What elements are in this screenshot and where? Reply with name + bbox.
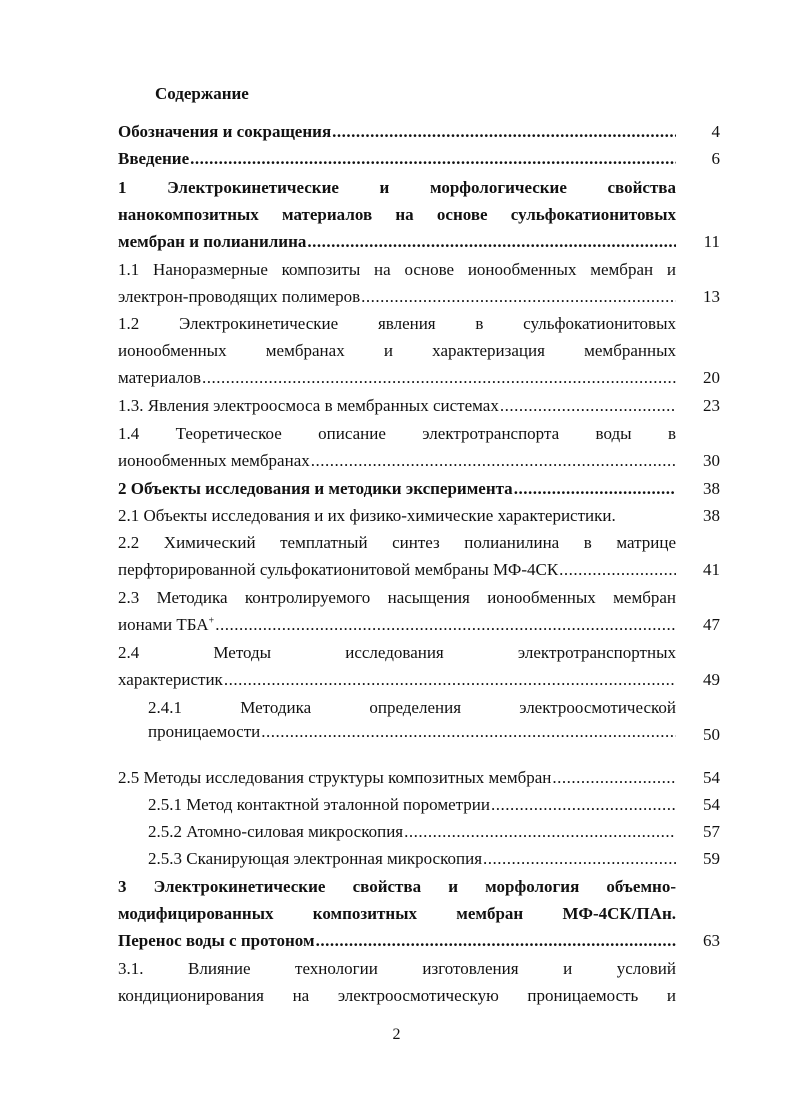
toc-page: 59 [703,849,720,868]
toc-dots [316,931,676,951]
toc-dots [332,122,676,142]
toc-dots [224,670,676,690]
toc-page: 50 [703,725,720,744]
toc-page: 63 [703,931,720,950]
toc-dots [552,768,676,788]
toc-entry [118,588,720,642]
toc-page: 23 [703,396,720,415]
toc-entry-text: Обозначения и сокращения [118,122,332,141]
toc-entry-line: 1.1 Наноразмерные композиты на основе ионообменных мембран и [118,260,676,279]
toc-page: 13 [703,287,720,306]
toc-dots [215,615,676,635]
toc-page: 20 [703,368,720,387]
toc-page: 54 [703,795,720,814]
toc-dots [483,849,676,869]
toc-entry-line: 2.3 Методика контролируемого насыщения ионообменных мембран [118,588,676,607]
toc-entry-line: 2.4 Методы исследования электротранспортных [118,643,676,662]
toc-page: 38 [703,506,720,525]
toc-entry [118,506,720,533]
toc-entry-text-main: ионами ТБА [118,615,209,634]
superscript: + [208,615,215,627]
toc-page: 38 [703,479,720,498]
toc-entry [118,260,720,314]
toc-page: 6 [711,149,720,168]
toc-page: 11 [703,232,720,251]
toc-entry-text: мембран и полианилина [118,232,307,251]
toc-entry-text: перфторированной сульфокатионитовой мембраны МФ-4СК [118,560,559,579]
toc-dots [202,368,676,388]
toc-entry-line: кондиционирования на электроосмотическую проницаемость и [118,986,676,1005]
toc-entry [118,877,720,958]
toc-entry-text: 1.3. Явления электроосмоса в мембранных системах [118,396,499,415]
toc-page: 41 [703,560,720,579]
toc-page: 54 [703,768,720,787]
toc-dots [514,479,676,499]
toc-dots [307,232,676,252]
toc-entry-line: нанокомпозитных материалов на основе сульфокатионитовых [118,205,676,224]
toc-entry-text: 2.5.2 Атомно-силовая микроскопия [148,822,404,841]
toc-entry-text: 2.5 Методы исследования структуры композитных мембран [118,768,552,787]
toc-entry-line: 1 Электрокинетические и морфологические свойства [118,178,676,197]
toc-entry [148,795,720,822]
toc-entry [118,768,720,795]
toc-entry-text [118,615,214,635]
page-number: 2 [392,1026,401,1043]
toc-dots [361,287,676,307]
toc-entry-line: модифицированных композитных мембран МФ-4СК/ПАн. [118,904,676,923]
toc-entry-line: 1.4 Теоретическое описание электротранспорта воды в [118,424,676,443]
toc-page: 49 [703,670,720,689]
toc-dots [491,795,676,815]
toc-entry-text: проницаемости [148,722,261,741]
toc-entry-text: 2.5.1 Метод контактной эталонной порометрии [148,795,490,814]
toc-dots [261,722,676,742]
toc-entry [118,149,720,176]
toc-entry [118,479,720,506]
toc-dots [190,149,676,169]
toc-page: 57 [703,822,720,841]
toc-page: 47 [703,615,720,634]
toc-entry-line: 2.4.1 Методика определения электроосмотической [148,698,676,717]
toc-dots [311,451,676,471]
toc-entry-text: электрон-проводящих полимеров [118,287,361,306]
toc-entry-text: Введение [118,149,190,168]
toc-entry-line: 3 Электрокинетические свойства и морфология объемно- [118,877,676,896]
toc-entry [118,314,720,395]
toc-entry-text: Перенос воды с протоном [118,931,315,950]
toc-dots [404,822,676,842]
toc-entry [118,122,720,149]
toc-dots [500,396,676,416]
toc-entry [118,424,720,478]
toc-entry-text: ионообменных мембранах [118,451,310,470]
toc-entry-line: 3.1. Влияние технологии изготовления и условий [118,959,676,978]
toc-entry-text: 2.5.3 Сканирующая электронная микроскопия [148,849,483,868]
toc-entry-line: 1.2 Электрокинетические явления в сульфокатионитовых [118,314,676,333]
toc-entry [118,643,720,697]
toc-entry [148,822,720,849]
toc-page: 4 [711,122,720,141]
toc-entry [148,698,720,749]
toc-entry-line: ионообменных мембранах и характеризация мембранных [118,341,676,360]
toc-entry-text: материалов [118,368,202,387]
toc-entry [118,533,720,587]
toc-page: 30 [703,451,720,470]
toc-dots [559,560,676,580]
toc-entry [148,849,720,876]
toc-entry-text: характеристик [118,670,223,689]
toc-entry [118,959,676,1013]
toc-entry [118,178,720,259]
toc-entry-line: 2.2 Химический темплатный синтез полианилина в матрице [118,533,676,552]
toc-title: Содержание [155,84,249,103]
toc-entry-text: 2.1 Объекты исследования и их физико-химические характеристики. [118,506,616,525]
toc-entry-text: 2 Объекты исследования и методики эксперимента [118,479,513,498]
toc-entry [118,396,720,423]
